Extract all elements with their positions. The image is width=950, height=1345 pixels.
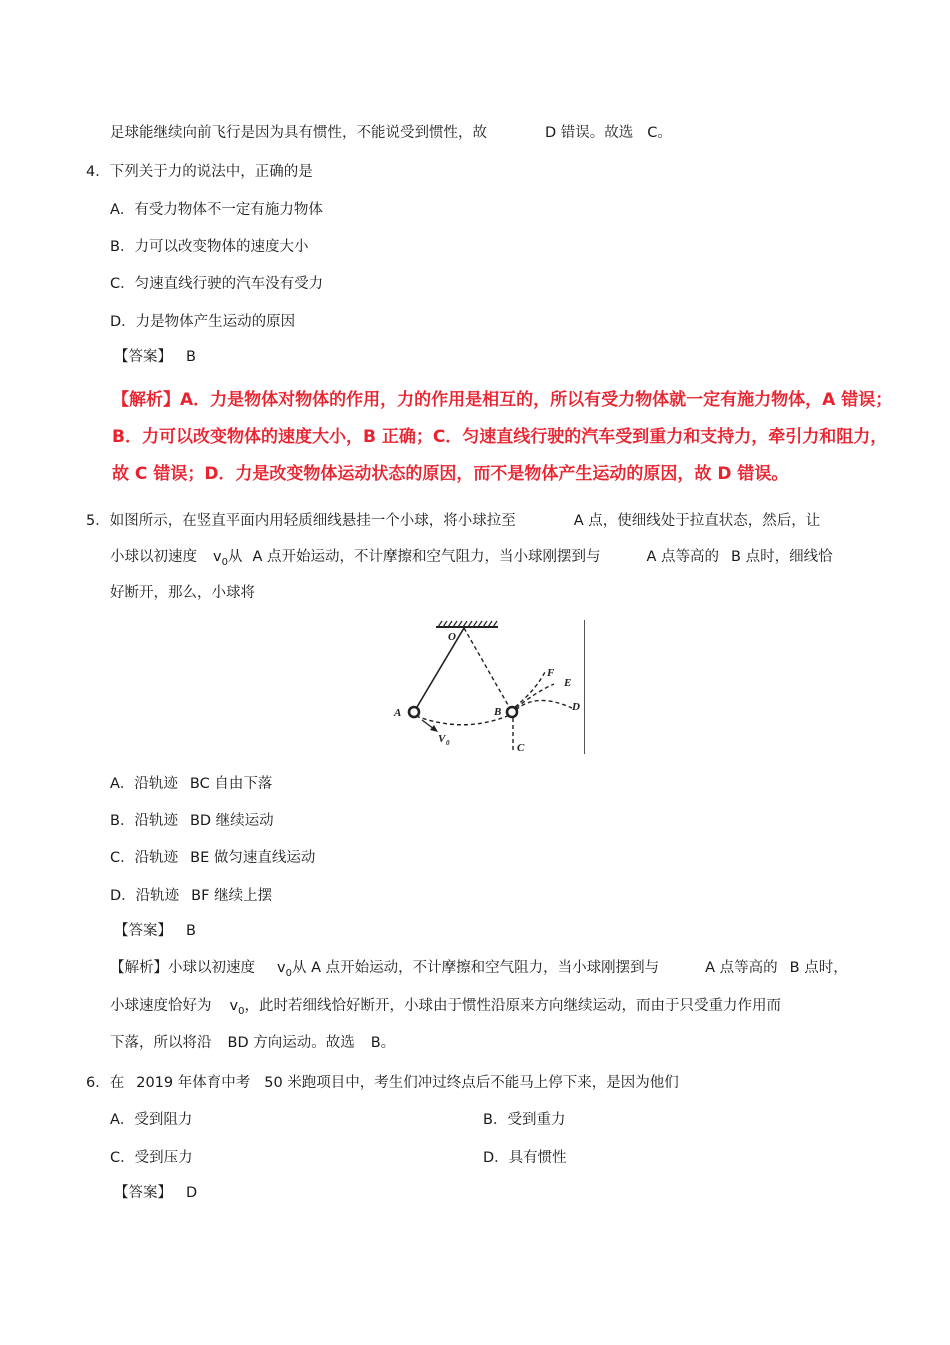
text: v [213, 549, 222, 565]
question-4-option-c: C．匀速直线行驶的汽车没有受力 [110, 276, 324, 292]
question-5-stem-line-3: 好断开，那么，小球将 [110, 585, 255, 601]
question-4-option-d: D．力是物体产生运动的原因 [110, 314, 296, 330]
question-5-analysis-line-1 [110, 958, 848, 984]
analysis-continuation [110, 123, 672, 143]
text: 从 A 点开始运动，不计摩擦和空气阻力，当小球刚摆到与 [291, 960, 660, 976]
text: A．沿轨迹 [110, 776, 178, 792]
text: 50 米跑项目中，考生们冲过终点后不能马上停下来，是因为他们 [264, 1075, 679, 1091]
subscript: 0 [285, 967, 292, 979]
label-a: A [394, 707, 402, 719]
answer-value: B [186, 349, 196, 365]
label-b: B [494, 706, 502, 718]
question-4-analysis-line-1: 【解析】A．力是物体对物体的作用，力的作用是相互的，所以有受力物体就一定有施力物体，A 错误； [112, 390, 893, 410]
text: B 点时，细线恰 [731, 549, 833, 565]
label-v: V [438, 733, 446, 745]
label-o: O [448, 631, 456, 643]
question-6-stem [86, 1073, 679, 1093]
text: 小球速度恰好为 [110, 998, 212, 1014]
answer-label: 【答案】 [114, 349, 172, 365]
question-5-option-b [110, 811, 274, 831]
text: 【解析】小球以初速度 [110, 960, 255, 976]
text: A 点等高的 [646, 549, 720, 565]
question-4-analysis-line-2: B．力可以改变物体的速度大小，B 正确；C．匀速直线行驶的汽车受到重力和支持力，牵引力和阻力， [112, 427, 888, 447]
question-5-analysis-line-2 [110, 996, 781, 1022]
question-4-stem: 4．下列关于力的说法中，正确的是 [86, 164, 313, 180]
text: B．沿轨迹 [110, 813, 178, 829]
text: D．沿轨迹 [110, 888, 180, 904]
question-5-option-d [110, 886, 272, 906]
question-6-option-a: A．受到阻力 [110, 1112, 193, 1128]
pendulum-figure [386, 618, 586, 756]
text: D 错误。故选 [545, 125, 634, 141]
text: A 点开始运动，不计摩擦和空气阻力，当小球刚摆到与 [252, 549, 601, 565]
text: 6．在 [86, 1075, 125, 1091]
question-5-option-c [110, 848, 315, 868]
text: BE 做匀速直线运动 [190, 850, 316, 866]
subscript: 0 [238, 1005, 245, 1017]
question-6-option-b: B．受到重力 [483, 1112, 566, 1128]
label-d: D [572, 701, 580, 713]
question-6-option-c: C．受到压力 [110, 1150, 193, 1166]
subscript: 0 [221, 556, 228, 568]
question-6-option-d: D．具有惯性 [483, 1150, 567, 1166]
question-5-stem-line-2 [110, 547, 833, 573]
question-5-analysis-line-3 [110, 1033, 395, 1053]
text: BC 自由下落 [189, 776, 273, 792]
text: 从 [227, 549, 243, 565]
text: 5．如图所示，在竖直平面内用轻质细线悬挂一个小球，将小球拉至 [86, 513, 516, 529]
text: A 点等高的 [705, 960, 778, 976]
ball-b [507, 707, 517, 717]
text: B 点时， [789, 960, 848, 976]
text: C．沿轨迹 [110, 850, 179, 866]
question-4-answer [114, 347, 196, 367]
question-6-answer [114, 1183, 197, 1203]
question-5-stem-line-1 [86, 511, 820, 531]
answer-value: D [186, 1185, 198, 1201]
text: v [277, 960, 286, 976]
question-4-option-a: A．有受力物体不一定有施力物体 [110, 202, 323, 218]
question-5-option-a [110, 774, 272, 794]
text: BD 继续运动 [189, 813, 274, 829]
answer-label: 【答案】 [114, 1185, 172, 1201]
text: ，此时若细线恰好断开，小球由于惯性沿原来方向继续运动，而由于只受重力作用而 [244, 998, 781, 1014]
label-v-sub: 0 [446, 739, 450, 747]
label-e: E [564, 677, 572, 689]
answer-label: 【答案】 [114, 923, 172, 939]
text: BD 方向运动。故选 [227, 1035, 355, 1051]
text: 2019 年体育中考 [136, 1075, 251, 1091]
question-4-option-b: B．力可以改变物体的速度大小 [110, 239, 309, 255]
question-4-analysis-line-3: 故 C 错误；D．力是改变物体运动状态的原因，而不是物体产生运动的原因，故 D 错误。 [112, 464, 789, 484]
label-f: F [547, 667, 555, 679]
text: 足球能继续向前飞行是因为具有惯性，不能说受到惯性，故 [110, 125, 487, 141]
text: BF 继续上摆 [191, 888, 273, 904]
text: v [229, 998, 239, 1014]
answer-value: B [186, 923, 196, 939]
text: 小球以初速度 [110, 549, 197, 565]
text: 下落，所以将沿 [110, 1035, 212, 1051]
text: A 点，使细线处于拉直状态，然后，让 [573, 513, 821, 529]
label-c: C [517, 742, 525, 754]
text: B。 [370, 1035, 396, 1051]
question-5-answer [114, 921, 196, 941]
ball-a [409, 707, 419, 717]
text: C。 [647, 125, 672, 141]
